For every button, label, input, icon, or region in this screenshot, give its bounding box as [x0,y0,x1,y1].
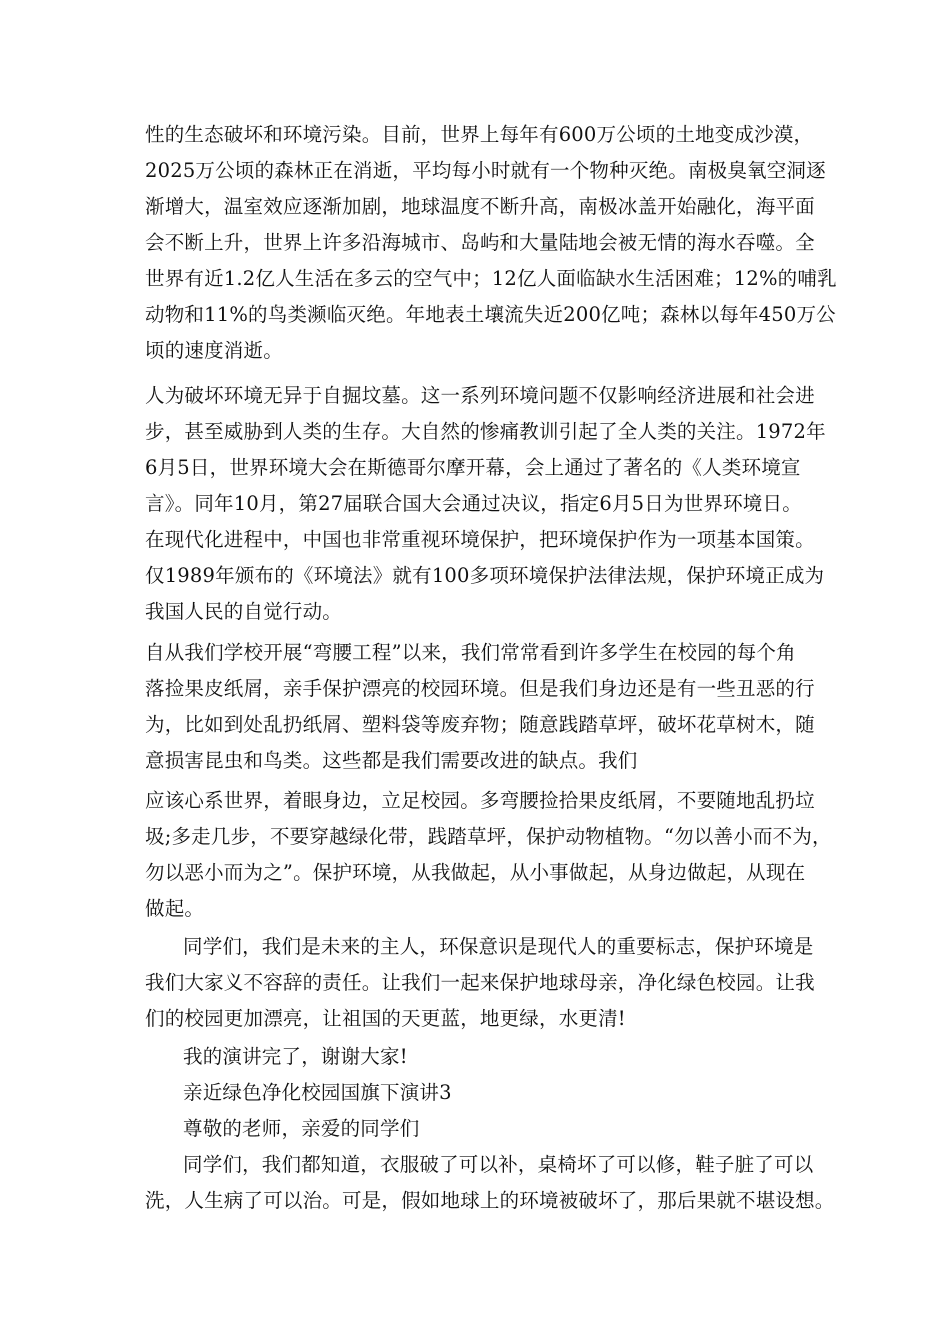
text-line: 性的生态破坏和环境污染。目前，世界上每年有600万公顷的土地变成沙漠， [145,123,814,146]
text-line: 6月5日，世界环境大会在斯德哥尔摩开幕，会上通过了著名的《人类环境宣 [145,456,801,479]
text-line: 人为破坏环境无异于自掘坟墓。这一系列环境问题不仅影响经济进展和社会进 [145,384,815,407]
text-line: 在现代化进程中，中国也非常重视环境保护，把环境保护作为一项基本国策。 [145,528,815,551]
text-line: 做起。 [145,897,205,920]
text-line: 渐增大，温室效应逐渐加剧，地球温度不断升高，南极冰盖开始融化，海平面 [145,195,815,218]
text-line: 落捡果皮纸屑，亲手保护漂亮的校园环境。但是我们身边还是有一些丑恶的行 [145,677,815,700]
text-line: 亲近绿色净化校园国旗下演讲3 [183,1081,452,1104]
text-line: 顷的速度消逝。 [145,339,283,362]
text-line: 尊敬的老师，亲爱的同学们 [183,1117,420,1140]
text-line: 我们大家义不容辞的责任。让我们一起来保护地球母亲，净化绿色校园。让我 [145,971,815,994]
text-line: 2025万公顷的森林正在消逝，平均每小时就有一个物种灭绝。南极臭氧空洞逐 [145,159,826,182]
text-line: 自从我们学校开展“弯腰工程”以来，我们常常看到许多学生在校园的每个角 [145,641,796,664]
text-line: 洗，人生病了可以治。可是，假如地球上的环境被破坏了，那后果就不堪设想。 [145,1189,835,1212]
text-line: 意损害昆虫和鸟类。这些都是我们需要改进的缺点。我们 [145,749,638,772]
text-line: 勿以恶小而为之”。保护环境，从我做起，从小事做起，从身边做起，从现在 [145,861,806,884]
text-line: 为，比如到处乱扔纸屑、塑料袋等废弃物；随意践踏草坪，破坏花草树木，随 [145,713,815,736]
text-line: 应该心系世界，着眼身边，立足校园。多弯腰捡拾果皮纸屑，不要随地乱扔垃 [145,789,815,812]
text-line: 动物和11%的鸟类濒临灭绝。年地表土壤流失近200亿吨；森林以每年450万公 [145,303,836,326]
text-line: 同学们，我们都知道，衣服破了可以补，桌椅坏了可以修，鞋子脏了可以 [183,1153,814,1176]
text-line: 言》。同年10月，第27届联合国大会通过决议，指定6月5日为世界环境日。 [145,492,802,515]
text-line: 我的演讲完了，谢谢大家! [183,1045,408,1068]
text-line: 会不断上升，世界上许多沿海城市、岛屿和大量陆地会被无情的海水吞噬。全 [145,231,815,254]
text-line: 我国人民的自觉行动。 [145,600,343,623]
text-line: 同学们，我们是未来的主人，环保意识是现代人的重要标志，保护环境是 [183,935,814,958]
text-line: 世界有近1.2亿人生活在多云的空气中；12亿人面临缺水生活困难；12%的哺乳 [145,267,837,290]
text-line: 仅1989年颁布的《环境法》就有100多项环境保护法律法规，保护环境正成为 [145,564,825,587]
text-line: 们的校园更加漂亮，让祖国的天更蓝，地更绿，水更清! [145,1007,626,1030]
text-line: 步，甚至威胁到人类的生存。大自然的惨痛教训引起了全人类的关注。1972年 [145,420,826,443]
text-line: 圾;多走几步，不要穿越绿化带，践踏草坪，保护动物植物。“勿以善小而不为， [145,825,832,848]
